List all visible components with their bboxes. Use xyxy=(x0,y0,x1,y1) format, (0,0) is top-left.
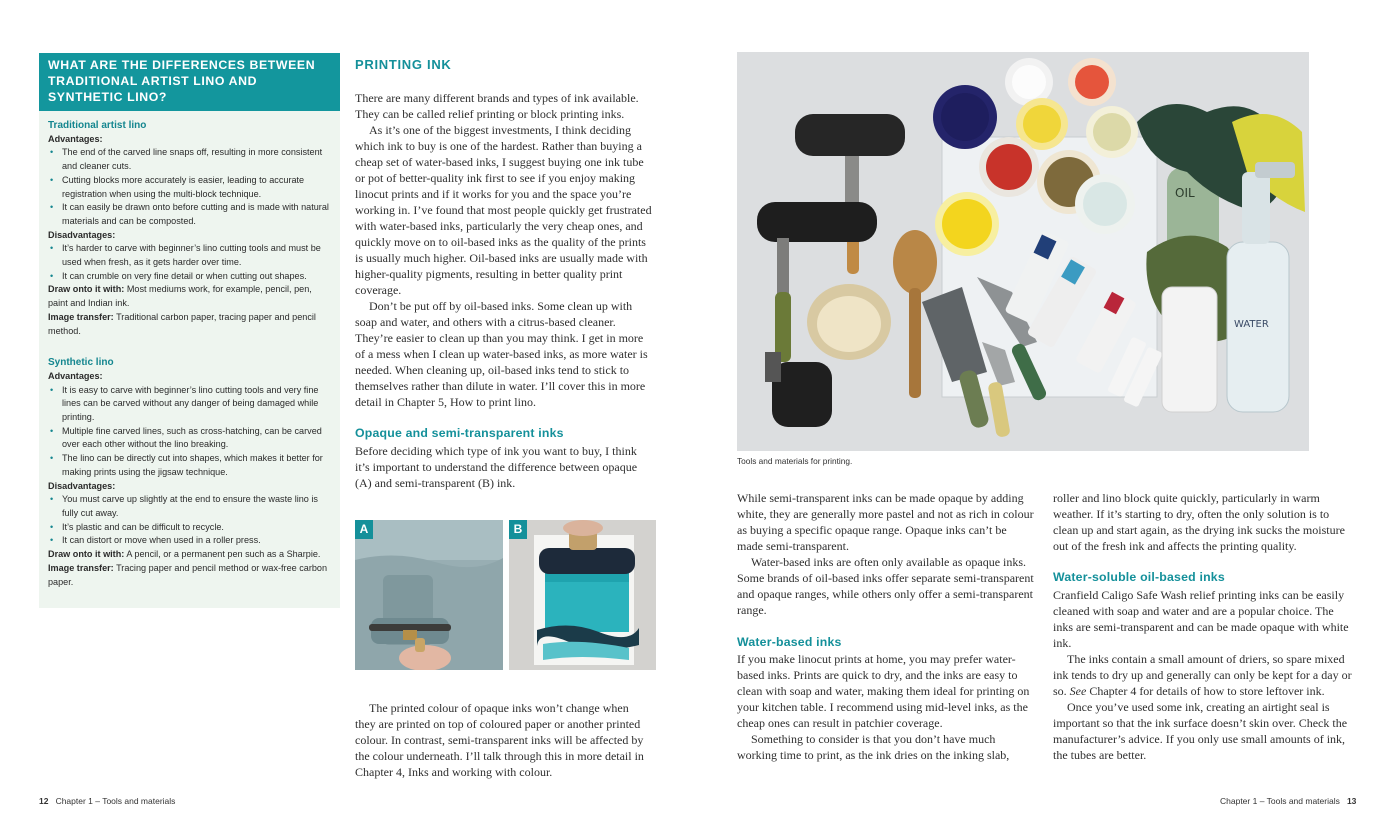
paragraph: Before deciding which type of ink you want to buy, I think it’s important to understand the difference between opaque (A) and semi-transparent (B) ink. xyxy=(355,444,638,490)
tools-materials-illustration xyxy=(737,52,1309,451)
paragraph: roller and lino block quite quickly, particularly in warm weather. If it’s starting to dry, often the only solution is to clean up and start again, as the drying ink sucks the moisture out of the fresh ink and affects the printing quality. xyxy=(1053,491,1345,553)
paragraph: Water-based inks are often only available as opaque inks. Some brands of oil-based inks offer separate semi-transparent and opaque ranges, while others only offer a semi-transparent range. xyxy=(737,555,1034,617)
synthetic-draw-onto: Draw onto it with: A pencil, or a permanent pen such as a Sharpie. xyxy=(48,549,321,560)
photo-caption: Tools and materials for printing. xyxy=(737,456,853,466)
traditional-lino-title: Traditional artist lino xyxy=(48,120,147,131)
paragraph: While semi-transparent inks can be made opaque by adding white, they are generally more pastel and not as rich in colour as buying a specific opaque range. Opaque inks can’t be made semi-transparent. xyxy=(737,491,1034,553)
tools-materials-photo xyxy=(737,52,1309,451)
advantages-label: Advantages: xyxy=(48,370,103,381)
water-based-inks-heading: Water-based inks xyxy=(737,635,842,649)
paragraph: There are many different brands and types of ink available. They can be called relief printing or block printing inks. xyxy=(355,91,639,121)
opaque-inks-heading: Opaque and semi-transparent inks xyxy=(355,426,564,440)
list-item: • Multiple fine carved lines, such as cross-hatching, can be carved over each other without the lino breaking. xyxy=(48,425,331,452)
paragraph: Cranfield Caligo Safe Wash relief printing inks can be easily cleaned with soap and water and are a popular choice. The inks are semi-transparent and can be made opaque with white ink. xyxy=(1053,588,1349,650)
left-page-folio xyxy=(39,796,175,806)
opaque-ink-illustration xyxy=(355,520,503,670)
list-item: • It can distort or move when used in a roller press. xyxy=(48,534,331,548)
opaque-inks-intro xyxy=(355,443,652,491)
semi-transparent-ink-illustration xyxy=(509,520,656,670)
paragraph: The printed colour of opaque inks won’t change when they are printed on top of coloured paper or another printed colour. In contrast, semi-transparent inks will be affected by the colour underneath. I’ll talk through this in more detail in Chapter 4, Inks and working with colour. xyxy=(355,701,644,779)
column-3-text xyxy=(737,490,1035,618)
synthetic-lino-title: Synthetic lino xyxy=(48,357,114,369)
paragraph: The inks contain a small amount of driers, so spare mixed ink tends to dry up and generally can only be kept for a day or so. See Chapter 4 for details of how to store leftover ink. xyxy=(1053,652,1352,698)
printing-ink-body xyxy=(355,90,652,410)
page-number: 12 xyxy=(39,796,49,806)
synthetic-disadvantages-list xyxy=(48,493,331,548)
list-item: • The lino can be directly cut into shapes, which makes it better for making prints using the jigsaw technique. xyxy=(48,452,331,479)
synthetic-advantages-list xyxy=(48,384,331,480)
sidebar-body xyxy=(39,111,340,589)
chapter-label: Chapter 1 – Tools and materials xyxy=(1220,796,1340,806)
chapter-label: Chapter 1 – Tools and materials xyxy=(55,796,176,806)
list-item: • It’s plastic and can be difficult to recycle. xyxy=(48,521,331,535)
column-4-text xyxy=(1053,490,1353,554)
water-bottle-label: WATER xyxy=(1234,319,1269,330)
disadvantages-label: Disadvantages: xyxy=(48,229,116,240)
water-soluble-oil-inks-text xyxy=(1053,587,1353,763)
paragraph: Something to consider is that you don’t have much working time to print, as the ink dries on the inking slab, xyxy=(737,732,1010,762)
synthetic-image-transfer: Image transfer: Tracing paper and pencil method or wax-free carbon paper. xyxy=(48,562,328,587)
printing-ink-heading: PRINTING INK xyxy=(355,57,452,72)
list-item: • It can crumble on very fine detail or when cutting out shapes. xyxy=(48,270,331,284)
list-item: • The end of the carved line snaps off, resulting in more consistent and cleaner cuts. xyxy=(48,146,331,173)
list-item: • It can easily be drawn onto before cutting and is made with natural materials and can be composted. xyxy=(48,201,331,228)
paragraph: Once you’ve used some ink, creating an airtight seal is important so that the ink surface doesn’t skin over. Check the manufacturer’s advice. If you only use small amounts of ink, the tubes are better. xyxy=(1053,700,1348,762)
semi-transparent-ink-photo xyxy=(509,520,656,670)
advantages-label: Advantages: xyxy=(48,133,103,144)
paragraph: Don’t be put off by oil-based inks. Some clean up with soap and water, and others with a citrus-based cleaner. They’re easier to clean up than you may think. I get in more of a mess when I clean up water-based inks, as more water is needed. When cleaning up, oil-based inks tend to stick to themselves rather than dilute in water. I’ll cover this in more detail in Chapter 5, How to print lino. xyxy=(355,299,648,409)
traditional-image-transfer: Image transfer: Traditional carbon paper, tracing paper and pencil method. xyxy=(48,311,316,336)
list-item: • Cutting blocks more accurately is easier, leading to accurate registration when using the multi-block technique. xyxy=(48,174,331,201)
badge-b: B xyxy=(509,520,527,539)
paragraph: As it’s one of the biggest investments, I think deciding which ink to buy is one of the hardest. Rather than buying a cheap set of water-based inks, I suggest buying one ink tube or pot of better-quality ink first to see if you enjoy making linocut prints and if it works for you and the space you’re working in. I’ve found that most people quickly get frustrated with water-based inks, particularly the very cheap ones, and quickly move on to oil-based inks as the quality of the prints is usually much higher. Oil-based inks are usually made with higher-quality pigments, resulting in better quality print coverage. xyxy=(355,123,652,297)
list-item: • You must carve up slightly at the end to ensure the waste lino is fully cut away. xyxy=(48,493,331,520)
traditional-disadvantages-list xyxy=(48,242,331,283)
water-based-inks-text xyxy=(737,651,1035,763)
right-page-folio xyxy=(1220,796,1356,806)
disadvantages-label: Disadvantages: xyxy=(48,480,116,491)
page-number: 13 xyxy=(1346,796,1357,806)
traditional-advantages-list xyxy=(48,146,331,228)
traditional-draw-onto: Draw onto it with: Most mediums work, for example, pencil, pen, paint and Indian ink. xyxy=(48,284,312,309)
oil-jar-label: OIL xyxy=(1175,186,1195,200)
after-photos-text xyxy=(355,700,652,780)
sidebar-box xyxy=(39,53,340,608)
opaque-ink-photo xyxy=(355,520,503,670)
sidebar-heading: WHAT ARE THE DIFFERENCES BETWEEN TRADITIONAL ARTIST LINO AND SYNTHETIC LINO? xyxy=(39,53,340,111)
badge-a: A xyxy=(355,520,373,539)
water-soluble-oil-inks-heading: Water-soluble oil-based inks xyxy=(1053,570,1225,584)
list-item: • It’s harder to carve with beginner’s lino cutting tools and must be used when fresh, as it gets harder over time. xyxy=(48,242,331,269)
paragraph: If you make linocut prints at home, you may prefer water-based inks. Prints are quick to dry, and the inks are easy to clean with soap and water, making them ideal for printing on your kitchen table. I recommend using mid-level inks, as the cheap ones can result in patchier coverage. xyxy=(737,652,1030,730)
list-item: • It is easy to carve with beginner’s lino cutting tools and very fine lines can be carved without any danger of being damaged while printing. xyxy=(48,384,331,425)
